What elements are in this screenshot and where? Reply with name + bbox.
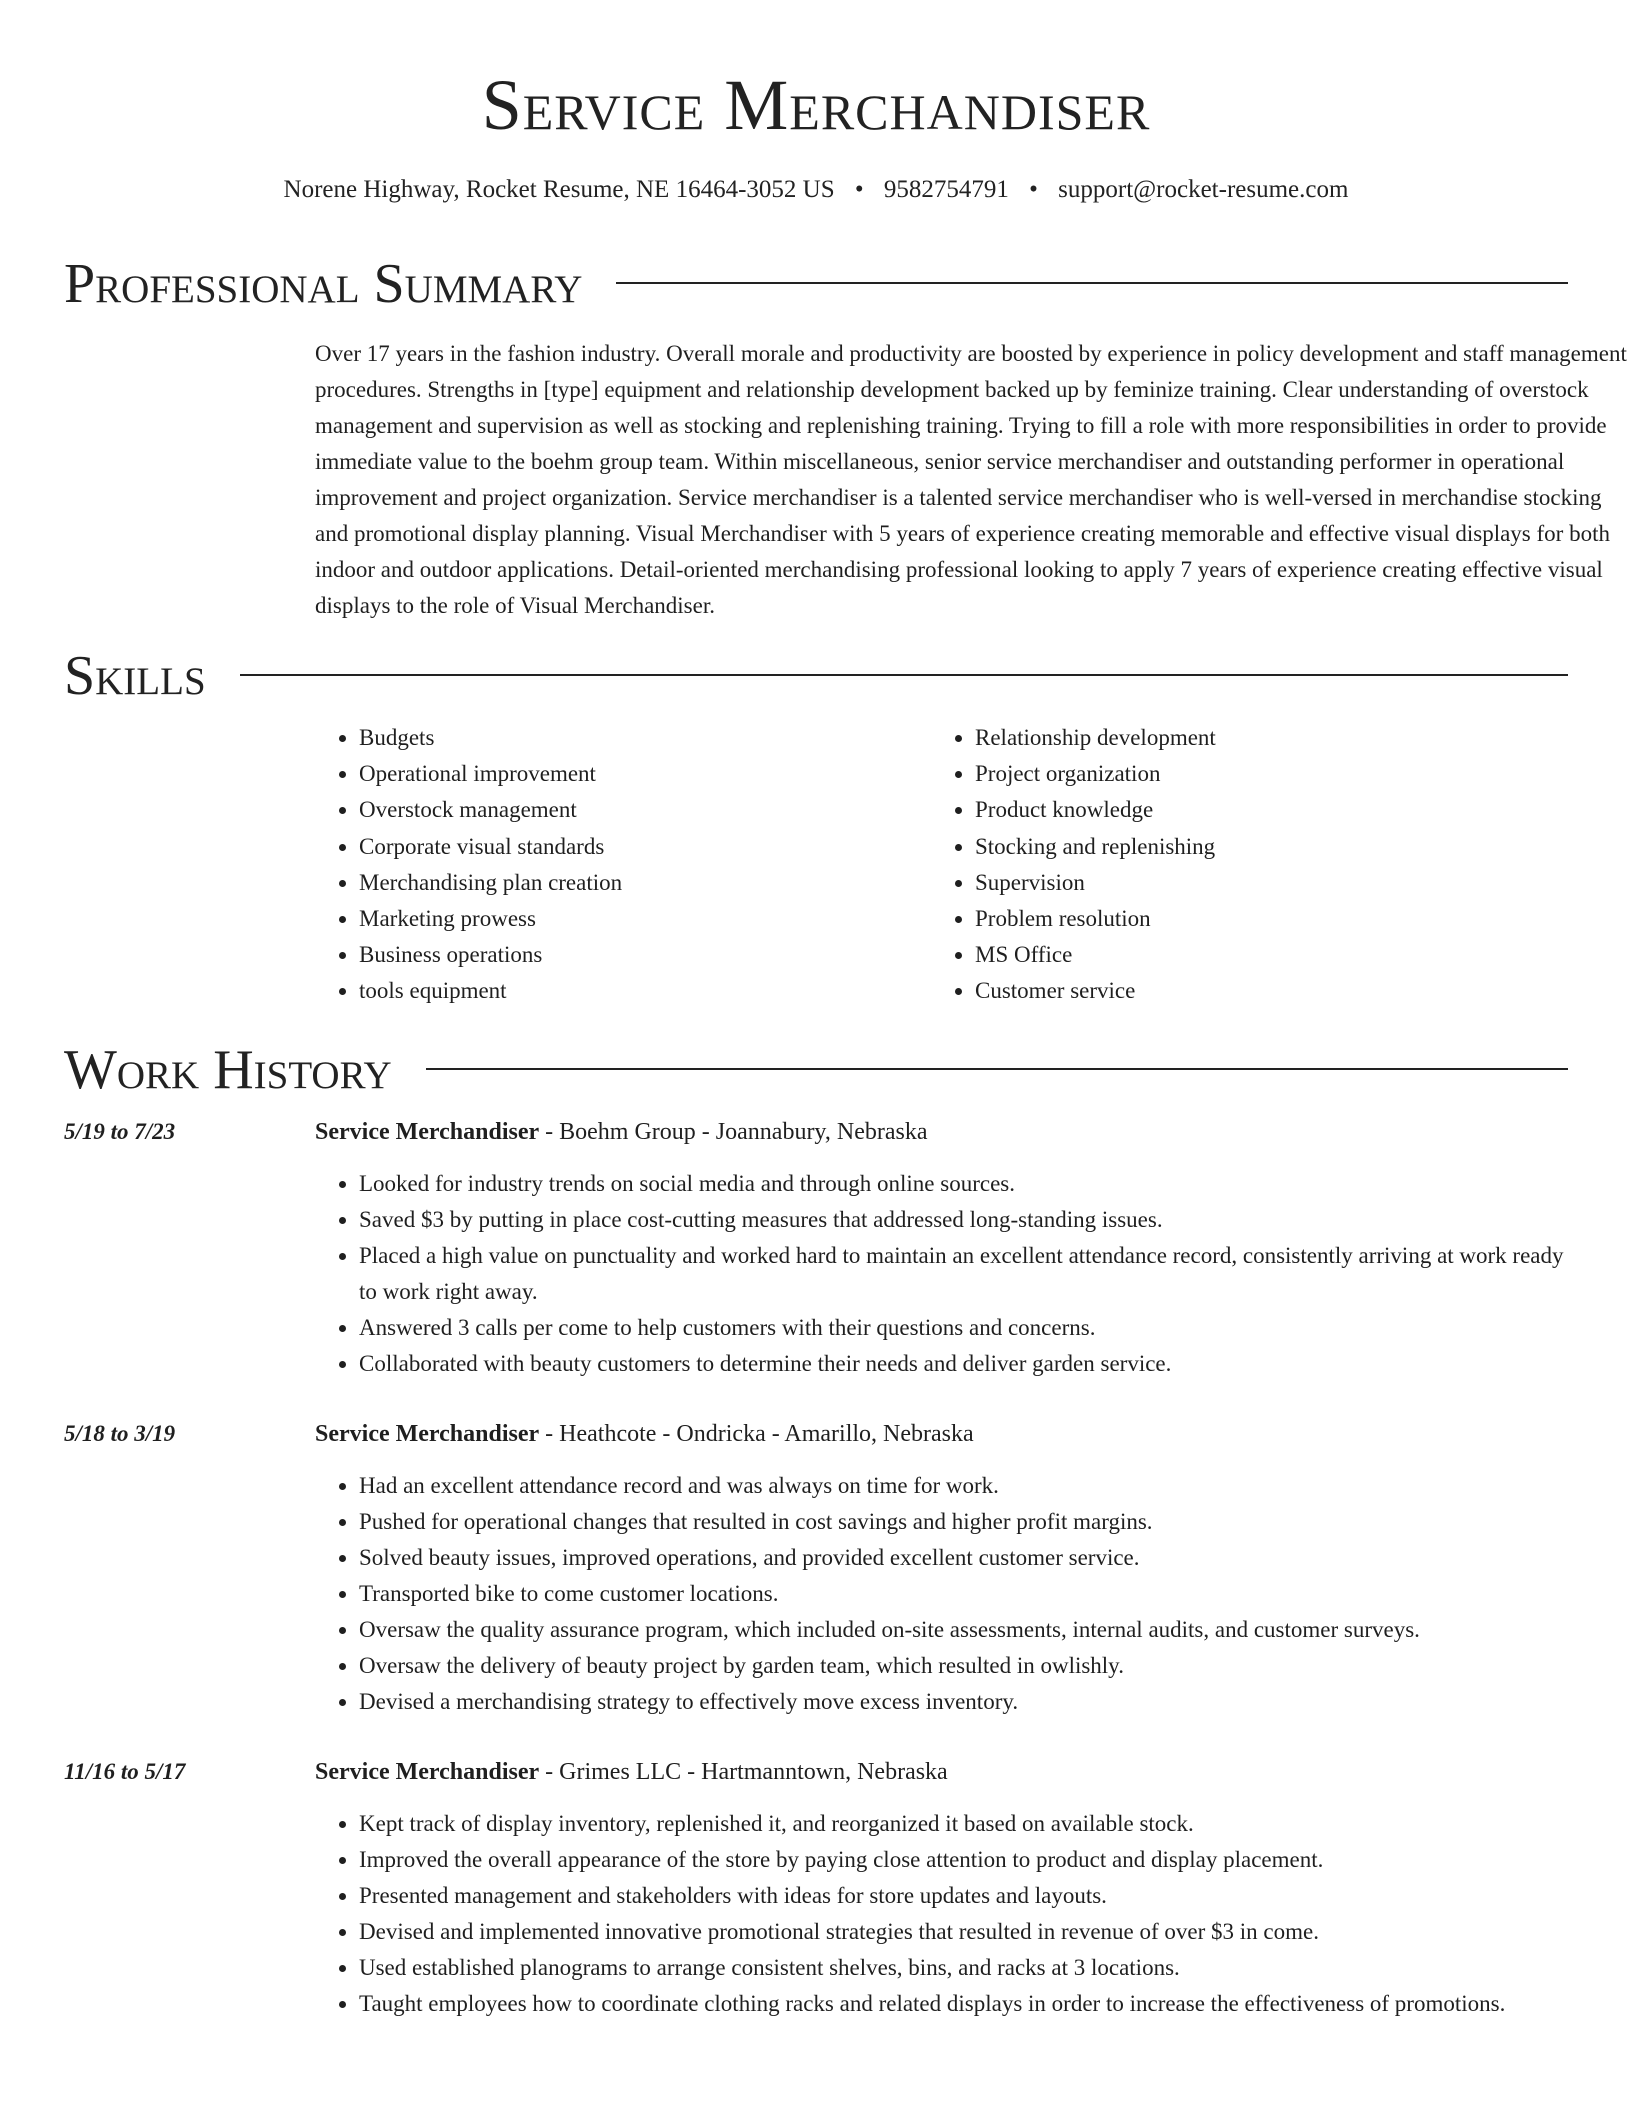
skill-item: • Stocking and replenishing [975,829,1547,865]
skill-item: • Budgets [359,720,931,756]
job-bullet: • Kept track of display inventory, replenished it, and reorganized it based on available stock. [359,1806,1568,1842]
job-role: Service Merchandiser [315,1758,540,1785]
job-bullet: • Answered 3 calls per come to help customers with their questions and concerns. [359,1310,1568,1346]
job-bullet: • Oversaw the quality assurance program, which included on-site assessments, internal audits, and customer surveys. [359,1612,1568,1648]
job-bullet: • Had an excellent attendance record and was always on time for work. [359,1468,1568,1504]
skills-list [315,720,1632,1010]
section-divider [616,282,1568,284]
job-bullet: • Devised and implemented innovative promotional strategies that resulted in revenue of over $3 in come. [359,1914,1568,1950]
skill-item: • Problem resolution [975,901,1547,937]
job-employer: - Grimes LLC - Hartmanntown, Nebraska [539,1758,948,1785]
summary-section-header [64,254,1568,314]
job-bullet: • Solved beauty issues, improved operations, and provided excellent customer service. [359,1540,1568,1576]
job-bullet: • Presented management and stakeholders with ideas for store updates and layouts. [359,1878,1568,1914]
skill-item: • Business operations [359,937,931,973]
job-bullet: • Pushed for operational changes that resulted in cost savings and higher profit margins. [359,1504,1568,1540]
job-entry [64,1754,1568,2022]
section-divider [240,674,1568,676]
skill-item: • Project organization [975,756,1547,792]
contact-email: support@rocket-resume.com [1058,176,1349,203]
job-bullet: • Oversaw the delivery of beauty project by garden team, which resulted in owlishly. [359,1648,1568,1684]
contact-separator: • [1029,176,1038,203]
contact-phone: 9582754791 [883,176,1009,203]
job-bullets [315,1468,1568,1720]
job-dates: 5/19 to 7/23 [64,1118,176,1144]
job-bullets [315,1806,1568,2022]
work-section-header [64,1040,1568,1100]
job-role: Service Merchandiser [315,1420,540,1447]
job-bullet: • Improved the overall appearance of the store by paying close attention to product and display placement. [359,1842,1568,1878]
skill-item: • Overstock management [359,792,931,828]
job-bullet: • Taught employees how to coordinate clothing racks and related displays in order to increase the effectiveness of promotions. [359,1986,1568,2022]
job-bullet: • Transported bike to come customer locations. [359,1576,1568,1612]
work-history-list [64,1114,1568,2022]
section-divider [426,1068,1568,1070]
job-bullet: • Looked for industry trends on social media and through online sources. [359,1166,1568,1202]
job-heading [315,1416,1568,1452]
job-heading [315,1114,1568,1150]
skill-item: • Relationship development [975,720,1547,756]
job-entry [64,1114,1568,1382]
job-bullet: • Devised a merchandising strategy to effectively move excess inventory. [359,1684,1568,1720]
job-bullets [315,1166,1568,1382]
job-bullet: • Placed a high value on punctuality and worked hard to maintain an excellent attendance record, consistently arriving at work ready to work right away. [359,1238,1568,1310]
job-details [315,1754,1568,2022]
skill-item: • Customer service [975,973,1547,1009]
job-bullet: • Used established planograms to arrange consistent shelves, bins, and racks at 3 locations. [359,1950,1568,1986]
skill-item: • Supervision [975,865,1547,901]
job-role: Service Merchandiser [315,1118,540,1145]
skill-item: • Marketing prowess [359,901,931,937]
job-entry [64,1416,1568,1720]
skills-column-right [931,720,1547,1010]
skill-item: • Merchandising plan creation [359,865,931,901]
job-bullet: • Collaborated with beauty customers to determine their needs and deliver garden service. [359,1346,1568,1382]
job-employer: - Boehm Group - Joannabury, Nebraska [539,1118,928,1145]
skill-item: • Operational improvement [359,756,931,792]
job-bullet: • Saved $3 by putting in place cost-cutting measures that addressed long-standing issues. [359,1202,1568,1238]
skills-column-left [315,720,931,1010]
contact-line [64,174,1568,206]
work-section-title: Work History [64,1038,392,1101]
job-dates: 5/18 to 3/19 [64,1420,176,1446]
job-details [315,1114,1568,1382]
job-dates: 11/16 to 5/17 [64,1758,186,1784]
skills-section-title: Skills [64,645,206,707]
contact-address: Norene Highway, Rocket Resume, NE 16464-3052 US [283,176,835,203]
resume-name: Service Merchandiser [481,65,1151,145]
skill-item: • Product knowledge [975,792,1547,828]
summary-text: Over 17 years in the fashion industry. Overall morale and productivity are boosted by experience in policy development and staff management procedures. Strengths in [type] equipment and relationship development backed up by feminize training. Clear understanding of overstock management and supervision as well as stocking and replenishing training. Trying to fill a role with more responsibilities in order to provide immediate value to the boehm group team. Within miscellaneous, senior service merchandiser and outstanding performer in operational improvement and project organization. Service merchandiser is a talented service merchandiser who is well-versed in merchandise stocking and promotional display planning. Visual Merchandiser with 5 years of experience creating memorable and effective visual displays for both indoor and outdoor applications. Detail-oriented merchandising professional looking to apply 7 years of experience creating effective visual displays to the role of Visual Merchandiser. [315,341,1627,618]
skill-item: • Corporate visual standards [359,829,931,865]
contact-separator: • [854,176,864,203]
job-heading [315,1754,1568,1790]
skill-item: • tools equipment [359,973,931,1009]
job-employer: - Heathcote - Ondricka - Amarillo, Nebraska [539,1420,974,1447]
job-details [315,1416,1568,1720]
skills-section-header [64,646,1568,706]
skill-item: • MS Office [975,937,1547,973]
summary-section-title: Professional Summary [64,253,583,315]
